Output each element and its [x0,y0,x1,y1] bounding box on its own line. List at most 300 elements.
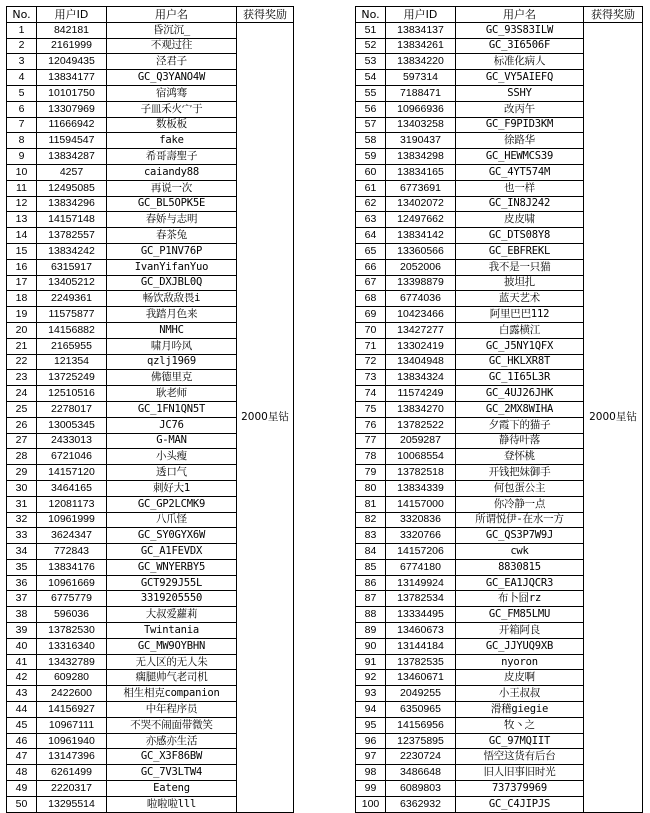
header-no: No. [7,7,37,23]
header-user-id: 用户ID [386,7,456,23]
user-id: 13404948 [386,354,456,370]
user-id: 12495085 [37,180,107,196]
username: 我踏月色来 [107,307,237,323]
row-number: 47 [7,749,37,765]
username: GC_4UJ26JHK [456,386,584,402]
user-id: 13834324 [386,370,456,386]
username: 透口气 [107,465,237,481]
row-number: 90 [356,638,386,654]
row-number: 72 [356,354,386,370]
username: 3319205550 [107,591,237,607]
user-id: 14157120 [37,465,107,481]
user-id: 13834220 [386,54,456,70]
header-reward: 获得奖励 [584,7,643,23]
row-number: 55 [356,85,386,101]
username: GC_VY5AIEFQ [456,70,584,86]
row-number: 82 [356,512,386,528]
user-id: 11575877 [37,307,107,323]
username: 大叔爱蘿莉 [107,607,237,623]
user-id: 13834242 [37,243,107,259]
user-id: 13316340 [37,638,107,654]
row-number: 80 [356,480,386,496]
username: 啸月吟风 [107,338,237,354]
user-id: 12510516 [37,386,107,402]
user-id: 13360566 [386,243,456,259]
user-id: 10423466 [386,307,456,323]
row-number: 23 [7,370,37,386]
username: 也一样 [456,180,584,196]
row-number: 32 [7,512,37,528]
user-id: 772843 [37,544,107,560]
user-id: 10961999 [37,512,107,528]
username: Eateng [107,781,237,797]
username: GC_A1FEVDX [107,544,237,560]
row-number: 30 [7,480,37,496]
row-number: 6 [7,101,37,117]
username: 春茶兔 [107,228,237,244]
row-number: 100 [356,796,386,812]
row-number: 17 [7,275,37,291]
row-number: 66 [356,259,386,275]
username: 中年程序员 [107,702,237,718]
username: 夕霞下的猫子 [456,417,584,433]
username: SSHY [456,85,584,101]
row-number: 21 [7,338,37,354]
row-number: 57 [356,117,386,133]
username: GC_WNYERBY5 [107,559,237,575]
user-id: 12497662 [386,212,456,228]
user-id: 13834137 [386,22,456,38]
username: 再说一次 [107,180,237,196]
row-number: 86 [356,575,386,591]
username: NMHC [107,322,237,338]
username: GC_QS3P7W9J [456,528,584,544]
row-number: 54 [356,70,386,86]
row-number: 40 [7,638,37,654]
user-id: 13834296 [37,196,107,212]
username: 白露横江 [456,322,584,338]
user-id: 3320836 [386,512,456,528]
row-number: 91 [356,654,386,670]
user-id: 13782534 [386,591,456,607]
username: GC_F9PID3KM [456,117,584,133]
username: GCT929J55L [107,575,237,591]
user-id: 13834270 [386,401,456,417]
user-id: 13295514 [37,796,107,812]
username: nyoron [456,654,584,670]
user-id: 13334495 [386,607,456,623]
username: 宿鸿骞 [107,85,237,101]
user-id: 6362932 [386,796,456,812]
username: 子皿禾火宀于 [107,101,237,117]
user-id: 3464165 [37,480,107,496]
user-id: 10961669 [37,575,107,591]
username: 相生相克companion [107,686,237,702]
username: GC_HKLXR8T [456,354,584,370]
row-number: 31 [7,496,37,512]
user-id: 14157206 [386,544,456,560]
user-id: 11574249 [386,386,456,402]
username: caiandy88 [107,164,237,180]
user-id: 6775779 [37,591,107,607]
username: 开钱把妹御手 [456,465,584,481]
username: 八爪怪 [107,512,237,528]
user-id: 10961940 [37,733,107,749]
user-id: 13782535 [386,654,456,670]
username: GC_FM85LMU [456,607,584,623]
row-number: 98 [356,765,386,781]
header-row [7,7,294,23]
user-id: 842181 [37,22,107,38]
user-id: 2278017 [37,401,107,417]
username: 不哭不闹面带微笑 [107,717,237,733]
user-id: 2049255 [386,686,456,702]
row-number: 26 [7,417,37,433]
username: 小王叔叔 [456,686,584,702]
user-id: 10967111 [37,717,107,733]
username: 皮皮啊 [456,670,584,686]
username: 畅饮敌敌畏i [107,291,237,307]
row-number: 89 [356,623,386,639]
row-number: 3 [7,54,37,70]
username: 登怀桃 [456,449,584,465]
row-number: 68 [356,291,386,307]
row-number: 97 [356,749,386,765]
username: 刺好大1 [107,480,237,496]
row-number: 62 [356,196,386,212]
username: 悟空这货有后台 [456,749,584,765]
table-row [356,22,643,38]
username: 数板板 [107,117,237,133]
user-id: 13834177 [37,70,107,86]
user-id: 6315917 [37,259,107,275]
row-number: 87 [356,591,386,607]
username: 布卜囧rz [456,591,584,607]
row-number: 42 [7,670,37,686]
row-number: 16 [7,259,37,275]
header-username: 用户名 [107,7,237,23]
user-id: 2161999 [37,38,107,54]
user-id: 14156882 [37,322,107,338]
row-number: 60 [356,164,386,180]
row-number: 69 [356,307,386,323]
user-id: 6261499 [37,765,107,781]
row-number: 59 [356,149,386,165]
row-number: 33 [7,528,37,544]
row-number: 70 [356,322,386,338]
user-id: 2230724 [386,749,456,765]
username: GC_IN8J242 [456,196,584,212]
row-number: 7 [7,117,37,133]
row-number: 77 [356,433,386,449]
row-number: 15 [7,243,37,259]
username: qzlj1969 [107,354,237,370]
user-id: 13460673 [386,623,456,639]
user-id: 2220317 [37,781,107,797]
username: GC_Q3YANO4W [107,70,237,86]
username: IvanYifanYuo [107,259,237,275]
user-id: 14156956 [386,717,456,733]
row-number: 75 [356,401,386,417]
row-number: 29 [7,465,37,481]
row-number: 35 [7,559,37,575]
row-number: 49 [7,781,37,797]
row-number: 19 [7,307,37,323]
row-number: 95 [356,717,386,733]
user-id: 13834287 [37,149,107,165]
username: GC_93S83ILW [456,22,584,38]
row-number: 85 [356,559,386,575]
row-number: 50 [7,796,37,812]
user-id: 13398879 [386,275,456,291]
user-id: 13782518 [386,465,456,481]
row-number: 38 [7,607,37,623]
username: GC_BL5OPK5E [107,196,237,212]
username: GC_7V3LTW4 [107,765,237,781]
user-id: 6774180 [386,559,456,575]
row-number: 22 [7,354,37,370]
username: 开箱阿良 [456,623,584,639]
header-no: No. [356,7,386,23]
user-id: 13834165 [386,164,456,180]
user-id: 2249361 [37,291,107,307]
row-number: 34 [7,544,37,560]
username: 耿老师 [107,386,237,402]
row-number: 2 [7,38,37,54]
username: 昏沉沉_ [107,22,237,38]
user-id: 13149924 [386,575,456,591]
row-number: 96 [356,733,386,749]
username: 徐路华 [456,133,584,149]
row-number: 43 [7,686,37,702]
user-id: 13403258 [386,117,456,133]
row-number: 81 [356,496,386,512]
user-id: 6350965 [386,702,456,718]
user-id: 3486648 [386,765,456,781]
row-number: 53 [356,54,386,70]
username: GC_4YT574M [456,164,584,180]
user-id: 11594547 [37,133,107,149]
username: GC_2MX8WIHA [456,401,584,417]
row-number: 65 [356,243,386,259]
row-number: 44 [7,702,37,718]
username: G-MAN [107,433,237,449]
user-id: 13782522 [386,417,456,433]
user-id: 597314 [386,70,456,86]
reward-cell: 2000星钻 [584,22,643,812]
row-number: 67 [356,275,386,291]
user-id: 7188471 [386,85,456,101]
username: 所谓悦伊-在水一方 [456,512,584,528]
row-number: 41 [7,654,37,670]
username: 标准化病人 [456,54,584,70]
row-number: 63 [356,212,386,228]
user-id: 2052006 [386,259,456,275]
user-id: 10966936 [386,101,456,117]
username: 披坦扎 [456,275,584,291]
user-id: 13307969 [37,101,107,117]
row-number: 52 [356,38,386,54]
username: GC_HEWMCS39 [456,149,584,165]
user-id: 13405212 [37,275,107,291]
row-number: 10 [7,164,37,180]
user-id: 13432789 [37,654,107,670]
row-number: 37 [7,591,37,607]
row-number: 58 [356,133,386,149]
header-row [356,7,643,23]
username: 瘸腿帅气老司机 [107,670,237,686]
row-number: 93 [356,686,386,702]
row-number: 74 [356,386,386,402]
username: 不观过往 [107,38,237,54]
user-id: 13302419 [386,338,456,354]
row-number: 84 [356,544,386,560]
user-id: 12375895 [386,733,456,749]
user-id: 13834142 [386,228,456,244]
username: GC_EA1JQCR3 [456,575,584,591]
username: 皮皮啸 [456,212,584,228]
row-number: 36 [7,575,37,591]
row-number: 13 [7,212,37,228]
username: 何包蛋公主 [456,480,584,496]
user-id: 3320766 [386,528,456,544]
row-number: 25 [7,401,37,417]
username: 737379969 [456,781,584,797]
username: 牧丶之 [456,717,584,733]
row-number: 45 [7,717,37,733]
user-id: 13005345 [37,417,107,433]
user-id: 10101750 [37,85,107,101]
row-number: 88 [356,607,386,623]
row-number: 11 [7,180,37,196]
username: GC_DTS08Y8 [456,228,584,244]
user-id: 13725249 [37,370,107,386]
username: GC_97MQIIT [456,733,584,749]
username: 滑稽giegie [456,702,584,718]
table-body-left [7,22,294,812]
row-number: 92 [356,670,386,686]
username: GC_C4JIPJS [456,796,584,812]
row-number: 20 [7,322,37,338]
row-number: 28 [7,449,37,465]
username: GC_J5NY1QFX [456,338,584,354]
row-number: 24 [7,386,37,402]
username: GC_JJYUQ9XB [456,638,584,654]
user-id: 3624347 [37,528,107,544]
user-id: 14157148 [37,212,107,228]
row-number: 12 [7,196,37,212]
table-row [7,22,294,38]
username: 小头瘦 [107,449,237,465]
row-number: 83 [356,528,386,544]
user-id: 13834261 [386,38,456,54]
row-number: 99 [356,781,386,797]
reward-cell: 2000星钻 [237,22,294,812]
user-id: 13427277 [386,322,456,338]
row-number: 48 [7,765,37,781]
row-number: 39 [7,623,37,639]
row-number: 18 [7,291,37,307]
user-id: 2422600 [37,686,107,702]
ranking-table-right [355,6,643,813]
username: JC76 [107,417,237,433]
user-id: 13402072 [386,196,456,212]
username: GC_EBFREKL [456,243,584,259]
row-number: 46 [7,733,37,749]
user-id: 12049435 [37,54,107,70]
header-reward: 获得奖励 [237,7,294,23]
user-id: 6089803 [386,781,456,797]
user-id: 13834339 [386,480,456,496]
username: 佛德里克 [107,370,237,386]
user-id: 11666942 [37,117,107,133]
row-number: 61 [356,180,386,196]
table-body-right [356,22,643,812]
username: 啦啦啦lll [107,796,237,812]
username: 8830815 [456,559,584,575]
username: 改丙午 [456,101,584,117]
user-id: 14157000 [386,496,456,512]
user-id: 4257 [37,164,107,180]
username: GC_X3F86BW [107,749,237,765]
user-id: 596036 [37,607,107,623]
user-id: 13147396 [37,749,107,765]
row-number: 14 [7,228,37,244]
user-id: 6774036 [386,291,456,307]
row-number: 5 [7,85,37,101]
username: GC_1I65L3R [456,370,584,386]
username: GC_GP2LCMK9 [107,496,237,512]
user-id: 609280 [37,670,107,686]
user-id: 2433013 [37,433,107,449]
row-number: 56 [356,101,386,117]
header-username: 用户名 [456,7,584,23]
user-id: 13782530 [37,623,107,639]
username: Twintania [107,623,237,639]
row-number: 4 [7,70,37,86]
row-number: 76 [356,417,386,433]
username: 阿里巴巴112 [456,307,584,323]
username: 你冷静一点 [456,496,584,512]
user-id: 13460671 [386,670,456,686]
user-id: 12081173 [37,496,107,512]
username: 旧人旧事旧时光 [456,765,584,781]
user-id: 13782557 [37,228,107,244]
row-number: 73 [356,370,386,386]
username: 我不是一只猫 [456,259,584,275]
username: GC_DXJBL0Q [107,275,237,291]
row-number: 27 [7,433,37,449]
user-id: 2165955 [37,338,107,354]
username: 亦感亦生活 [107,733,237,749]
username: 泾君子 [107,54,237,70]
user-id: 13834176 [37,559,107,575]
username: 蓝天艺术 [456,291,584,307]
row-number: 78 [356,449,386,465]
user-id: 14156927 [37,702,107,718]
row-number: 64 [356,228,386,244]
username: 春娇与志明 [107,212,237,228]
username: 希哥壽聖子 [107,149,237,165]
username: GC_P1NV76P [107,243,237,259]
username: GC_3I6506F [456,38,584,54]
username: cwk [456,544,584,560]
user-id: 121354 [37,354,107,370]
username: 静待叶落 [456,433,584,449]
row-number: 94 [356,702,386,718]
user-id: 13834298 [386,149,456,165]
username: GC_SY0GYX6W [107,528,237,544]
